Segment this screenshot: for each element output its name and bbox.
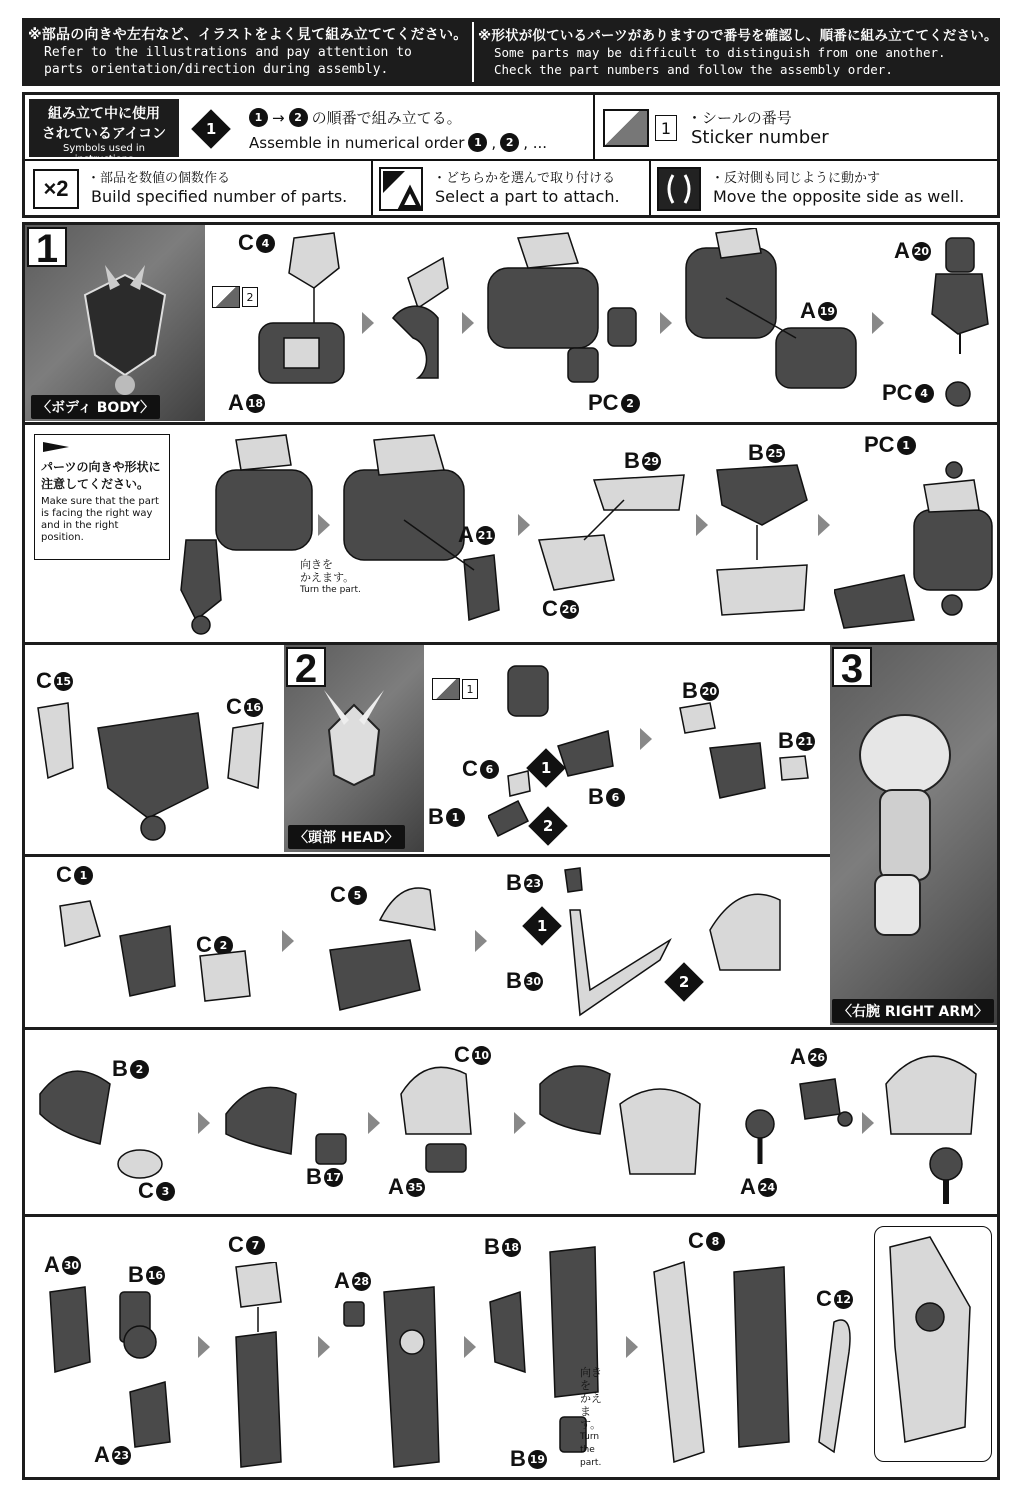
- symbol-select: [377, 165, 647, 213]
- step-arrow: [198, 1112, 210, 1134]
- part-drawing-c7: [216, 1262, 316, 1472]
- step-arrow: [198, 1336, 210, 1358]
- legend-divider-2: [371, 159, 373, 215]
- label-b20: B 20: [682, 678, 718, 703]
- part-drawing-b29-c26: [534, 470, 694, 600]
- step-arrow: [862, 1112, 874, 1134]
- symbols-legend: [22, 92, 1000, 218]
- multiply-en: Build specified number of parts.: [91, 187, 348, 206]
- right-arm-caption: 〈右腕 RIGHT ARM〉: [832, 999, 994, 1023]
- part-drawing-row2-1: [176, 430, 316, 635]
- symbols-header-en: Symbols used in instructions: [63, 143, 145, 165]
- multiply-jp: ・部品を数値の個数作る: [87, 171, 231, 186]
- top-note-bar: [22, 18, 1000, 86]
- label-a19: A 19: [800, 298, 836, 323]
- part-drawing-row5-6: [876, 1034, 996, 1208]
- step-arrow: [464, 1336, 476, 1358]
- turn-jp-2: かえます。: [300, 571, 355, 584]
- caution-jp-1: パーツの向きや形状に: [41, 460, 161, 474]
- label-a30: A 30: [44, 1252, 80, 1277]
- note-right-jp: ※形状が似ているパーツがありますので番号を確認し、順番に組み立ててください。: [478, 28, 998, 44]
- row3-panel-1: [28, 648, 280, 848]
- note-left-jp: ※部品の向きや左右など、イラストをよく見て組み立ててください。: [28, 27, 468, 43]
- order-jp-text: の順番で組み立てる。: [311, 109, 462, 127]
- label-a23: A 23: [94, 1442, 130, 1467]
- caution-icon: [41, 440, 71, 454]
- select-en: Select a part to attach.: [435, 187, 620, 206]
- order-2-icon: 2: [528, 806, 568, 846]
- row4-panel-1: [30, 860, 280, 1022]
- label-a20: A 20: [894, 238, 930, 263]
- label-c3: C 3: [138, 1178, 175, 1204]
- row1-panel-1: [208, 228, 358, 418]
- row6-panel-3: [334, 1222, 464, 1474]
- part-drawing-c5: [320, 870, 470, 1020]
- part-drawing-c10-a35: [386, 1044, 511, 1174]
- label-b25: B 25: [748, 440, 784, 465]
- step-arrow: [368, 1112, 380, 1134]
- step-2-number: 2: [286, 647, 326, 687]
- label-b6: B 6: [588, 784, 625, 810]
- legend-divider-1: [593, 95, 595, 159]
- order-jp: 1 → 2 の順番で組み立てる。: [249, 107, 462, 128]
- right-arm-photo-figure: [850, 705, 980, 955]
- part-drawing-a19: [676, 228, 866, 418]
- row6-panel-1: [30, 1222, 190, 1474]
- label-c5: C 5: [330, 882, 367, 908]
- order-1-icon: 1: [522, 906, 562, 946]
- row-divider: [25, 1027, 997, 1030]
- multiply-icon: ×2: [33, 169, 79, 209]
- step-arrow: [282, 930, 294, 952]
- label-b19: B 19: [510, 1446, 546, 1471]
- step-arrow: [514, 1112, 526, 1134]
- part-drawing-c8-c12: [644, 1252, 868, 1472]
- turn-jp-2: かえます。: [580, 1392, 602, 1431]
- row2-panel-5: [834, 430, 996, 635]
- sticker-jp: ・シールの番号: [687, 109, 792, 127]
- row3-panel-3: [660, 648, 825, 848]
- caution-jp-2: 注意してください。: [41, 477, 150, 491]
- turn-note-2: [580, 1366, 612, 1470]
- turn-jp-1: 向きを: [580, 1366, 602, 1392]
- part-drawing-a28: [334, 1282, 464, 1472]
- step-arrow: [818, 514, 830, 536]
- step-arrow: [626, 1336, 638, 1358]
- label-c4: C 4: [238, 230, 275, 256]
- label-c8: C 8: [688, 1228, 725, 1254]
- row2-panel-3: [534, 430, 694, 635]
- label-b1: B 1: [428, 804, 465, 830]
- part-drawing-c1-c2: [30, 886, 280, 1022]
- label-c16: C 16: [226, 694, 262, 719]
- label-c15: C 15: [36, 668, 72, 693]
- caution-note: [34, 434, 170, 560]
- label-pc1: PC 1: [864, 432, 916, 458]
- opposite-jp: ・反対側も同じように動かす: [711, 171, 881, 186]
- row2-panel-2: [300, 430, 514, 635]
- row3-panel-2: [428, 648, 628, 848]
- note-left-en-2: parts orientation/direction during assembly.: [44, 62, 389, 77]
- symbol-order: [193, 103, 593, 159]
- step-arrow: [660, 312, 672, 334]
- row1-panel-3: [478, 228, 653, 418]
- row-divider: [25, 1214, 997, 1217]
- label-b30: B 30: [506, 968, 542, 993]
- row6-panel-5: [644, 1222, 868, 1474]
- symbol-sticker: [603, 105, 993, 155]
- opposite-side-icon: [657, 167, 701, 211]
- head-photo: [284, 645, 424, 852]
- row2-panel-1: [176, 430, 316, 635]
- row5-panel-5: [720, 1034, 860, 1208]
- order-en-text: Assemble in numerical order: [249, 133, 465, 152]
- symbols-header-jp-1: 組み立て中に使用: [48, 106, 160, 122]
- symbols-header: [29, 99, 179, 165]
- right-arm-photo: [830, 645, 997, 1025]
- label-c7: C 7: [228, 1232, 265, 1258]
- part-drawing-a26-a24: [720, 1064, 860, 1184]
- turn-jp-1: 向きを: [300, 558, 333, 571]
- row-divider: [25, 854, 830, 857]
- label-c1: C 1: [56, 862, 93, 888]
- label-pc2: PC 2: [588, 390, 640, 416]
- sticker-icon: [432, 678, 460, 700]
- label-b29: B 29: [624, 448, 660, 473]
- note-left-en-1: Refer to the illustrations and pay attention to: [44, 45, 412, 60]
- select-jp: ・どちらかを選んで取り付ける: [433, 171, 616, 186]
- select-icon: [379, 167, 423, 211]
- step-3-number: 3: [832, 647, 872, 687]
- legend-divider-h: [25, 159, 997, 161]
- label-c26: C 26: [542, 596, 578, 621]
- label-a35: A 35: [388, 1174, 424, 1199]
- row1-panel-4: [676, 228, 866, 418]
- part-drawing-pc1: [834, 450, 996, 635]
- label-a24: A 24: [740, 1174, 776, 1199]
- label-c2: C 2: [196, 932, 233, 958]
- row5-panel-3: [386, 1034, 511, 1208]
- label-a18: A 18: [228, 390, 264, 415]
- step-arrow: [518, 514, 530, 536]
- row6-panel-4: [480, 1222, 612, 1474]
- symbol-multiply: [29, 165, 369, 213]
- row2-panel-4: [712, 430, 812, 635]
- head-caption: 〈頭部 HEAD〉: [288, 825, 405, 849]
- note-right: [478, 24, 998, 78]
- turn-en: Turn the part.: [580, 1432, 602, 1468]
- step-arrow: [696, 514, 708, 536]
- part-drawing-row5-4: [530, 1034, 714, 1208]
- turn-en: Turn the part.: [300, 585, 361, 595]
- step-arrow: [318, 514, 330, 536]
- symbol-opposite: [655, 165, 995, 213]
- part-drawing-assembly: [378, 228, 458, 418]
- opposite-en: Move the opposite side as well.: [713, 187, 965, 206]
- symbols-header-jp-2: されているアイコン: [41, 126, 167, 142]
- sticker-sample-number: 1: [655, 115, 677, 141]
- note-left: [28, 24, 468, 78]
- result-box: [874, 1226, 992, 1462]
- step-arrow: [872, 312, 884, 334]
- label-a28: A 28: [334, 1268, 370, 1293]
- note-right-en-1: Some parts may be difficult to distinguish from one another.: [494, 45, 946, 60]
- sticker-icon: [603, 109, 649, 147]
- step-arrow: [640, 728, 652, 750]
- label-b17: B 17: [306, 1164, 342, 1189]
- row1-panel-2: [378, 228, 458, 418]
- order-en: Assemble in numerical order 1 , 2 , ...: [249, 133, 548, 152]
- part-drawing-b20-b21: [660, 698, 825, 808]
- order-2-icon: 2: [664, 962, 704, 1002]
- row4-panel-3: [500, 860, 825, 1022]
- part-drawing-b25: [712, 460, 812, 630]
- note-divider: [472, 22, 474, 82]
- row6-panel-2: [216, 1222, 316, 1474]
- note-right-en-2: Check the part numbers and follow the assembly order.: [494, 62, 893, 77]
- part-drawing-a30-b16-a23: [40, 1282, 190, 1452]
- step-arrow: [462, 312, 474, 334]
- step-arrow: [475, 930, 487, 952]
- label-b16: B 16: [128, 1262, 164, 1287]
- row5-panel-2: [216, 1034, 366, 1208]
- label-b23: B 23: [506, 870, 542, 895]
- label-b18: B 18: [484, 1234, 520, 1259]
- step-arrow: [362, 312, 374, 334]
- row5-panel-1: [30, 1034, 190, 1208]
- label-pc4: PC 4: [882, 380, 934, 406]
- row-divider: [25, 422, 997, 425]
- head-photo-figure: [314, 685, 394, 805]
- part-drawing-b23-b30: [540, 860, 825, 1022]
- part-drawing-b2-c3: [30, 1054, 190, 1194]
- row5-panel-6: [876, 1034, 996, 1208]
- label-b21: B 21: [778, 728, 814, 753]
- turn-note: [300, 558, 361, 597]
- row4-panel-2: [300, 860, 470, 1022]
- body-photo-figure: [65, 255, 185, 405]
- sticker-2-ref: 2: [212, 286, 258, 308]
- step-arrow: [318, 1336, 330, 1358]
- body-photo: [25, 225, 205, 421]
- order-diamond-icon: 1: [197, 115, 225, 143]
- part-drawing-c15-c16: [28, 668, 280, 848]
- sticker-1-ref: 1: [432, 678, 478, 700]
- legend-divider-3: [649, 159, 651, 215]
- label-c12: C 12: [816, 1286, 852, 1311]
- label-a26: A 26: [790, 1044, 826, 1069]
- caution-en: Make sure that the part is facing the right way and in the right position.: [41, 496, 159, 543]
- part-drawing-result: [875, 1227, 991, 1461]
- sticker-icon: [212, 286, 240, 308]
- step-1-number: 1: [27, 227, 67, 267]
- part-drawing-b17: [216, 1034, 366, 1208]
- row5-panel-4: [530, 1034, 714, 1208]
- label-c10: C 10: [454, 1042, 490, 1067]
- label-b2: B 2: [112, 1056, 149, 1082]
- order-1-icon: 1: [526, 748, 566, 788]
- label-c6: C 6: [462, 756, 499, 782]
- order-en-suffix: , ...: [523, 133, 548, 152]
- sticker-en: Sticker number: [691, 127, 829, 148]
- body-caption: 〈ボディ BODY〉: [31, 395, 160, 419]
- row1-panel-5: [882, 228, 996, 418]
- label-a21: A 21: [458, 522, 494, 547]
